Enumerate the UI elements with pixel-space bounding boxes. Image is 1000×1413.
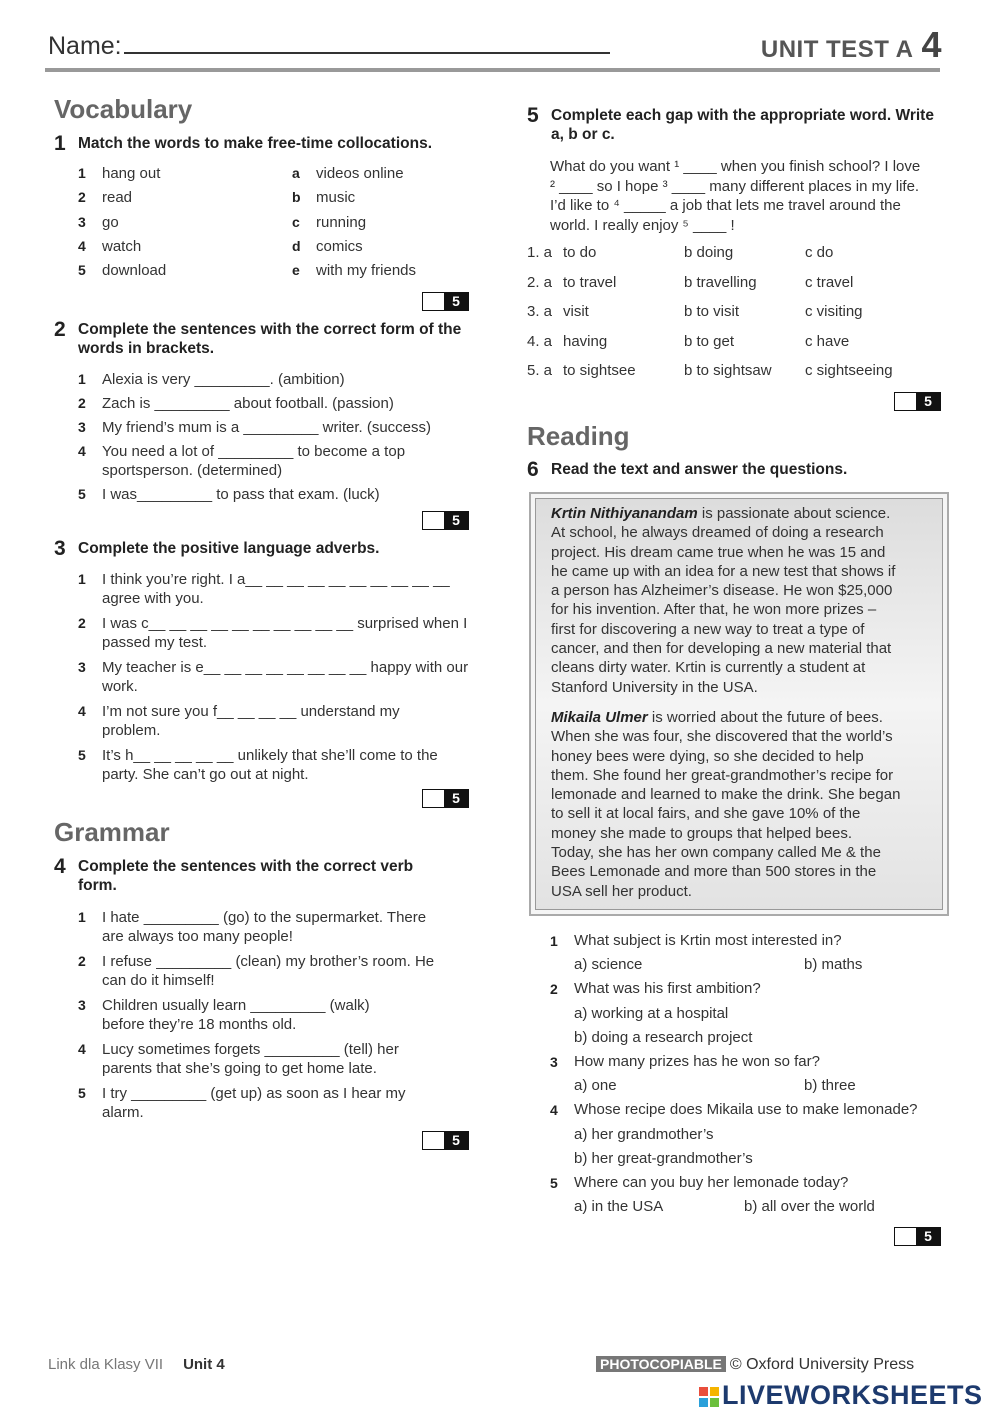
name-underline[interactable] (124, 32, 610, 54)
exercise-instruction: Complete the positive language adverbs. (78, 540, 380, 557)
list-item: d comics (292, 237, 363, 255)
option-row: 5. a to sightsee b to sightsaw c sightseeing (527, 362, 893, 380)
text-line[interactable]: world. I really enjoy ⁵ ____ ! (550, 216, 735, 234)
exercise-number: 1 (54, 132, 66, 155)
score-value: 5 (916, 393, 940, 410)
text-line[interactable]: What do you want ¹ ____ when you finish school? I love (550, 158, 921, 175)
list-item: 3 My friend’s mum is a _________ writer. (success) (78, 419, 432, 436)
list-item: 1 hang out (78, 165, 161, 182)
unit-number: 4 (921, 24, 942, 65)
question: 4 Whose recipe does Mikaila use to make lemonade? (550, 1101, 918, 1119)
option-row: 4. a having b to get c have (527, 332, 850, 350)
exercise-number: 4 (54, 855, 66, 878)
exercise-5-heading (527, 106, 937, 144)
exercise-number: 5 (527, 104, 539, 127)
vocabulary-section (54, 94, 474, 125)
list-item: 4 I’m not sure you f__ __ __ __ understand my problem. (78, 703, 400, 739)
list-item: 1 Alexia is very _________. (ambition) (78, 371, 345, 388)
list-item: 5 It’s h__ __ __ __ __ unlikely that she’ll come to the party. She can’t go out at night. (78, 747, 438, 783)
exercise-number: 2 (54, 318, 66, 341)
list-item: 5 I try _________ (get up) as soon as I hear my alarm. (78, 1085, 406, 1121)
question: 2 What was his first ambition? (550, 980, 761, 998)
exercise-instruction: Complete each gap with the appropriate word. Write a, b or c. (551, 107, 934, 143)
score-box-ex4[interactable] (422, 1131, 469, 1150)
ex5-options (527, 244, 947, 392)
answer-option[interactable]: b) three (804, 1077, 856, 1095)
list-item: 2 Zach is _________ about football. (passion) (78, 395, 394, 412)
ex2-list (78, 370, 470, 504)
text-line[interactable]: I’d like to ⁴ _____ a job that lets me travel around the (550, 197, 901, 214)
list-item: c running (292, 213, 367, 231)
person-name: Mikaila Ulmer (551, 709, 648, 726)
header-divider (45, 68, 940, 72)
exercise-instruction: Match the words to make free-time collocations. (78, 135, 432, 152)
score-value: 5 (444, 293, 468, 310)
question: 5 Where can you buy her lemonade today? (550, 1174, 849, 1192)
answer-options (550, 1195, 950, 1219)
exercise-1 (54, 134, 474, 153)
exercise-3-heading (54, 539, 474, 558)
grammar-title: Grammar (54, 817, 170, 847)
ex1-right-list (292, 164, 472, 285)
answer-option[interactable]: a) in the USA (574, 1198, 664, 1216)
name-field (48, 32, 610, 61)
person-name: Krtin Nithiyanandam (551, 505, 698, 522)
score-value: 5 (444, 790, 468, 807)
ex5-text (550, 157, 950, 235)
reading-paragraph-1: Krtin Nithiyanandam is passionate about science. At school, he always dreamed of doing a research project. His dream came true when he was 15 and he came up with an idea for a new test that shows if a person has Alzheimer’s disease. He won $25,000 for his invention. After that, he won more prizes – first for discovering a new way to treat a type of cancer, and then for developing a new material that cleans dirty water. Krtin is currently a student at Stanford University in the USA. (551, 505, 896, 696)
unit-test-label: UNIT TEST A (760, 36, 914, 63)
exercise-6-heading (527, 460, 947, 479)
exercise-instruction: Complete the sentences with the correct form of the words in brackets. (78, 321, 462, 357)
reading-title: Reading (527, 421, 630, 451)
footer-book-info (48, 1356, 225, 1373)
exercise-5 (527, 106, 937, 144)
list-item: 4 You need a lot of _________ to become a top sportsperson. (determined) (78, 443, 406, 479)
answer-option[interactable]: a) working at a hospital (574, 1004, 729, 1022)
list-item: 2 I was c__ __ __ __ __ __ __ __ __ __ surprised when I passed my test. (78, 615, 468, 651)
exercise-instruction: Read the text and answer the questions. (551, 461, 848, 478)
answer-option[interactable]: b) maths (804, 956, 863, 974)
score-box-ex3[interactable] (422, 789, 469, 808)
ex3-list (78, 570, 470, 784)
grammar-section (54, 817, 474, 848)
answer-option[interactable]: b) all over the world (744, 1198, 875, 1216)
score-box-ex6[interactable] (894, 1227, 941, 1246)
brand-name: LIVEWORKSHEETS (722, 1380, 983, 1410)
score-box-ex5[interactable] (894, 392, 941, 411)
vocabulary-title: Vocabulary (54, 94, 193, 124)
reading-section (527, 421, 947, 452)
exercise-instruction: Complete the sentences with the correct verb form. (78, 858, 414, 894)
list-item: 3 Children usually learn _________ (walk) before they’re 18 months old. (78, 997, 370, 1033)
list-item: e with my friends (292, 262, 417, 280)
list-item: 1 I think you’re right. I a__ __ __ __ __ __ __ __ __ __ agree with you. (78, 571, 450, 607)
photocopiable-badge: PHOTOCOPIABLE (596, 1356, 726, 1372)
exercise-2-heading (54, 320, 474, 358)
answer-options (550, 953, 950, 977)
exercise-1-heading (54, 134, 474, 153)
list-item: 5 I was_________ to pass that exam. (luck) (78, 486, 380, 503)
option-row: 1. a to do b doing c do (527, 244, 834, 261)
score-value: 5 (444, 1132, 468, 1149)
answer-option[interactable]: a) one (574, 1077, 617, 1095)
list-item: 2 I refuse _________ (clean) my brother’s room. He can do it himself! (78, 953, 435, 989)
option-row: 3. a visit b to visit c visiting (527, 303, 863, 321)
question: 3 How many prizes has he won so far? (550, 1053, 820, 1071)
list-item: b music (292, 189, 356, 207)
list-item: 1 I hate _________ (go) to the supermarket. There are always too many people! (78, 909, 427, 945)
exercise-number: 6 (527, 458, 539, 481)
list-item: 3 go (78, 213, 119, 231)
answer-option[interactable]: b) doing a research project (574, 1028, 753, 1046)
publisher: © Oxford University Press (729, 1356, 915, 1373)
exercise-4 (54, 857, 454, 895)
score-value: 5 (916, 1228, 940, 1245)
answer-option[interactable]: a) her grandmother’s (574, 1125, 714, 1143)
answer-option[interactable]: b) her great-grandmother’s (574, 1149, 753, 1167)
list-item: a videos online (292, 165, 404, 182)
logo-blocks-icon (699, 1387, 719, 1407)
exercise-4-heading (54, 857, 454, 895)
footer-unit: Unit 4 (183, 1356, 225, 1373)
reading-text-box (529, 492, 949, 916)
liveworksheets-logo[interactable] (699, 1380, 983, 1411)
score-box-ex1[interactable] (422, 292, 469, 311)
text-line[interactable]: ² ____ so I hope ³ ____ many different places in my life. (550, 177, 920, 195)
list-item: 3 My teacher is e__ __ __ __ __ __ __ __ happy with our work. (78, 659, 469, 695)
exercise-6 (527, 460, 947, 479)
list-item: 2 read (78, 189, 133, 207)
exercise-2 (54, 320, 474, 358)
answer-options (550, 1074, 950, 1098)
answer-option[interactable]: a) science (574, 956, 643, 974)
exercise-3 (54, 539, 474, 558)
option-row: 2. a to travel b travelling c travel (527, 273, 854, 291)
exercise-number: 3 (54, 537, 66, 560)
reading-paragraph-2: Mikaila Ulmer is worried about the future of bees. When she was four, she discovered that the world’s honey bees were dying, so she decided to help them. She found her great-grandmother’s recipe for lemonade and learned to make the drink. She began to sell it at local fairs, and she gave 10% of the money she made to groups that helped bees. Today, she has her own company called Me & the Bees Lemonade and more than 500 stores in the USA sell her product. (551, 709, 901, 900)
score-box-ex2[interactable] (422, 511, 469, 530)
list-item: 4 watch (78, 237, 142, 255)
reading-questions (550, 929, 950, 1219)
name-label: Name: (48, 32, 122, 60)
unit-test-title (761, 24, 942, 66)
footer-copyright (596, 1356, 914, 1374)
book-title: Link dla Klasy VII (48, 1356, 164, 1373)
question: 1 What subject is Krtin most interested in? (550, 932, 842, 949)
list-item: 4 Lucy sometimes forgets _________ (tell) her parents that she’s going to get home late. (78, 1041, 399, 1077)
ex4-list (78, 908, 438, 1122)
list-item: 5 download (78, 262, 167, 280)
score-value: 5 (444, 512, 468, 529)
ex1-left-list (78, 164, 278, 285)
